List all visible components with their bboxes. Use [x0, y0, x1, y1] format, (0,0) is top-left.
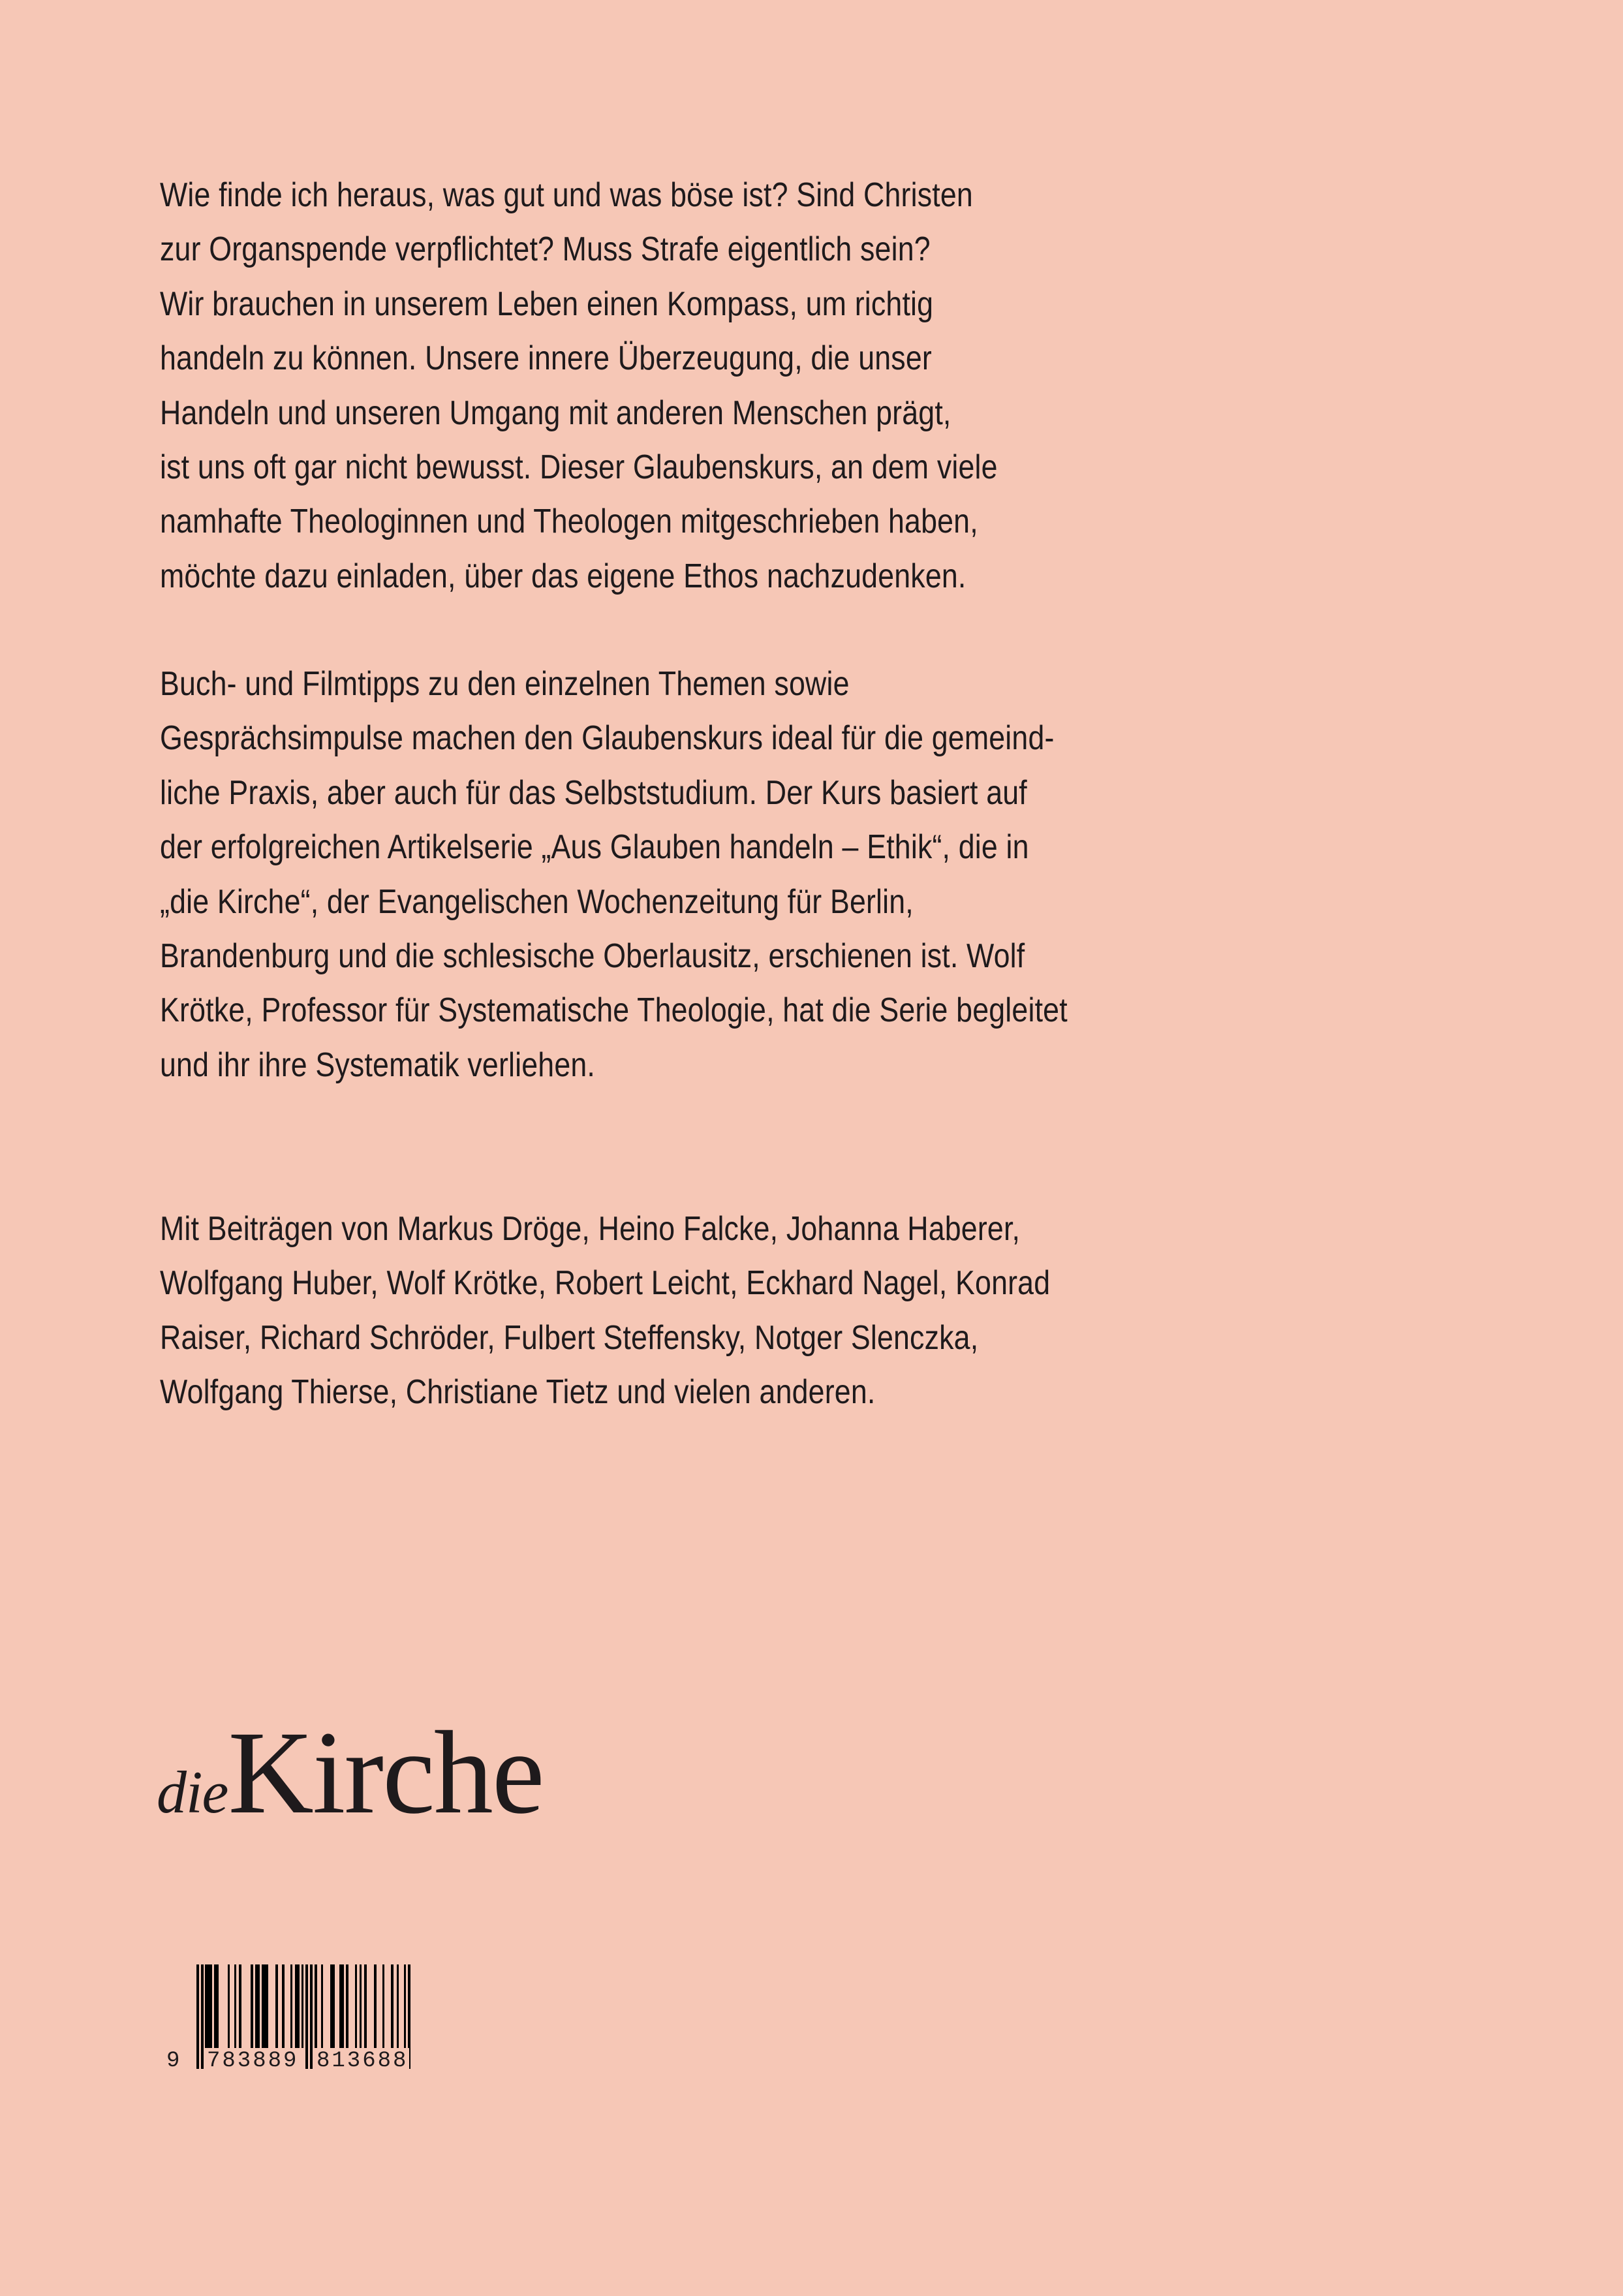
blurb-line: Wir brauchen in unserem Leben einen Kompass, um richtig — [160, 285, 934, 323]
contributors-line: Wolfgang Huber, Wolf Krötke, Robert Leicht, Eckhard Nagel, Konrad — [160, 1264, 1051, 1303]
blurb-paragraph-details — [160, 657, 1451, 1093]
blurb-line: der erfolgreichen Artikelserie „Aus Glauben handeln – Ethik“, die in — [160, 828, 1029, 867]
isbn-left-group: 783889 — [207, 2049, 299, 2073]
blurb-line: Wie finde ich heraus, was gut und was böse ist? Sind Christen — [160, 176, 973, 214]
isbn-barcode — [165, 1964, 413, 2075]
blurb-line: Brandenburg und die schlesische Oberlausitz, erschienen ist. Wolf — [160, 937, 1025, 976]
blurb-line: Gesprächsimpulse machen den Glaubenskurs ideal für die gemeind- — [160, 719, 1055, 758]
publisher-logo — [157, 1705, 544, 1838]
isbn-right-group: 813688 — [317, 2049, 409, 2073]
blurb-line: namhafte Theologinnen und Theologen mitgeschrieben haben, — [160, 503, 978, 541]
blurb-line: ist uns oft gar nicht bewusst. Dieser Glaubenskurs, an dem viele — [160, 448, 998, 487]
isbn-digits — [165, 2043, 413, 2075]
blurb-line: Krötke, Professor für Systematische Theologie, hat die Serie begleitet — [160, 991, 1068, 1030]
contributors-line: Wolfgang Thierse, Christiane Tietz und vielen anderen. — [160, 1373, 876, 1412]
blurb-line: Buch- und Filmtipps zu den einzelnen Themen sowie — [160, 665, 850, 703]
blurb-line: und ihr ihre Systematik verliehen. — [160, 1046, 596, 1084]
contributors-line: Mit Beiträgen von Markus Dröge, Heino Falcke, Johanna Haberer, — [160, 1210, 1021, 1248]
blurb-line: zur Organspende verpflichtet? Muss Strafe eigentlich sein? — [160, 230, 931, 269]
isbn-lead-digit: 9 — [166, 2049, 182, 2073]
logo-name: Kirche — [228, 1707, 544, 1838]
contributors-line: Raiser, Richard Schröder, Fulbert Steffensky, Notger Slenczka, — [160, 1318, 979, 1357]
blurb-line: möchte dazu einladen, über das eigene Ethos nachzudenken. — [160, 557, 966, 595]
blurb-line: Handeln und unseren Umgang mit anderen Menschen prägt, — [160, 394, 951, 432]
blurb-line: liche Praxis, aber auch für das Selbststudium. Der Kurs basiert auf — [160, 773, 1027, 812]
blurb-paragraph-contributors — [160, 1202, 1451, 1420]
logo-prefix: die — [157, 1759, 228, 1825]
blurb-line: „die Kirche“, der Evangelischen Wochenzeitung für Berlin, — [160, 882, 914, 921]
blurb-paragraph-intro — [160, 168, 1451, 604]
blurb-line: handeln zu können. Unsere innere Überzeugung, die unser — [160, 339, 932, 378]
